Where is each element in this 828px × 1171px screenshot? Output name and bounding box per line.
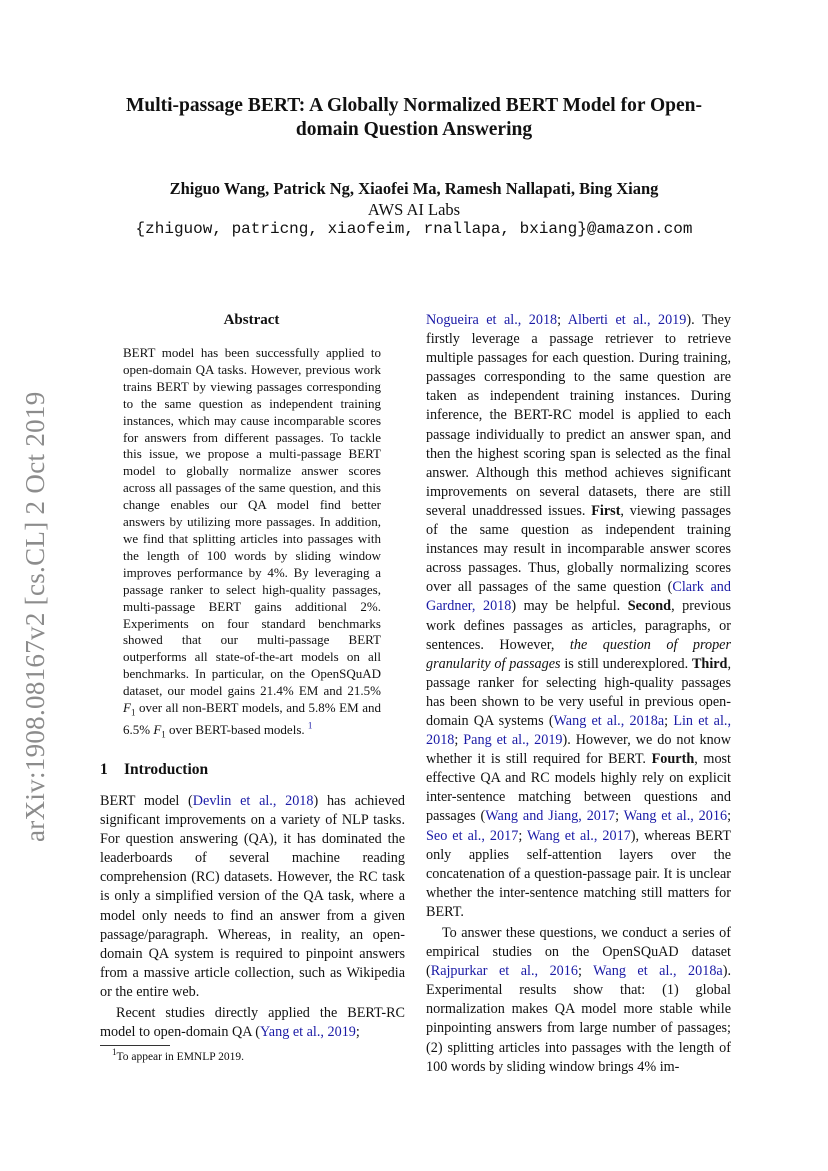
emphasis-italic: the question of proper granularity of passages bbox=[426, 636, 731, 672]
text-run: To answer these questions, we conduct a series of empirical studies on the OpenSQuAD dataset ( bbox=[426, 925, 731, 980]
author-list: Zhiguo Wang, Patrick Ng, Xiaofei Ma, Ramesh Nallapati, Bing Xiang bbox=[169, 179, 659, 198]
text-run: is still underexplored. bbox=[560, 655, 692, 672]
intro-left-column bbox=[100, 792, 405, 1042]
f1-symbol: F bbox=[123, 700, 131, 716]
text-run: ), whereas BERT only applies self-attention layers over the concatenation of a question-passage pair. It is unclear whether the inter-sentence matching still matters for BERT. bbox=[426, 827, 732, 920]
text-run: ). Experimental results show that: (1) global normalization makes QA model more stable while pinpointing answers from large number of passages; (2) splitting articles into passages with the length of 100 words by sliding window brings 4% im- bbox=[426, 963, 731, 1075]
citation-link[interactable]: Pang et al., 2019 bbox=[463, 732, 563, 749]
citation-link[interactable]: Yang et al., 2019 bbox=[259, 1024, 356, 1041]
footnote-text: To appear in EMNLP 2019. bbox=[116, 1051, 244, 1063]
citation-link[interactable]: Devlin et al., 2018 bbox=[192, 793, 314, 809]
citation-link[interactable]: Wang et al., 2018a bbox=[553, 712, 665, 729]
author-emails: {zhiguow, patricng, xiaofeim, rnallapa, bxiang}@amazon.com bbox=[135, 220, 693, 238]
paragraph bbox=[426, 311, 731, 922]
footnote bbox=[112, 1047, 244, 1064]
affiliation: AWS AI Labs bbox=[367, 200, 461, 219]
paragraph bbox=[100, 1004, 405, 1042]
text-run: ; bbox=[454, 732, 464, 749]
emphasis-bold: Third bbox=[691, 655, 728, 672]
citation-link[interactable]: Alberti et al., 2019 bbox=[567, 312, 687, 328]
emphasis-bold: Second bbox=[627, 598, 672, 615]
section-title: Introduction bbox=[124, 761, 209, 778]
emphasis-bold: Fourth bbox=[651, 751, 695, 768]
text-run: Recent studies directly applied the BERT-RC model to open-domain QA ( bbox=[100, 1005, 405, 1041]
text-run: ) may be helpful. bbox=[511, 598, 628, 615]
citation-link[interactable]: Rajpurkar et al., 2016 bbox=[430, 963, 578, 980]
section-number: 1 bbox=[100, 761, 108, 778]
abstract-text: BERT model has been successfully applied to open-domain QA tasks. However, previous work trains BERT by viewing passages corresponding to the same question as independent training instances, which may cause incomparable scores for answers from different passages. To tackle this issue, we propose a multi-passage BERT model to globally normalize answer scores across all passages of the same question, and this change enables our QA model find better answers by utilizing more passages. In addition, we find that splitting articles into passages with the length of 100 words by sliding window improves performance by 4%. By leveraging a passage ranker to select high-quality passages, multi-passage BERT gains additional 2%. Experiments on four standard benchmarks showed that our multi-passage BERT outperforms all state-of-the-art models on all benchmarks. In particular, on the OpenSQuAD dataset, our model gains 21.4% EM and 21.5% bbox=[123, 345, 381, 699]
section-heading bbox=[100, 760, 208, 780]
text-run: , passage ranker for selecting high-quality passages has been shown to be very useful in previous open-domain QA systems ( bbox=[426, 655, 731, 729]
text-run: , viewing passages of the same question as independent training instances may result in incomparable answer scores across passages. Thus, globally normalizing scores over all passages of the same question ( bbox=[426, 502, 731, 596]
citation-link[interactable]: Wang et al., 2017 bbox=[527, 827, 631, 844]
paper-title: Multi-passage BERT: A Globally Normalized BERT Model for Open-domain Question Answering bbox=[125, 95, 703, 140]
citation-link[interactable]: Wang et al., 2016 bbox=[623, 808, 728, 825]
emphasis-bold: First bbox=[591, 502, 621, 519]
citation-link[interactable]: Lin et al., 2018 bbox=[426, 712, 731, 749]
text-run: ; bbox=[727, 808, 732, 825]
f1-symbol: F bbox=[153, 721, 162, 737]
paragraph bbox=[100, 792, 405, 1002]
text-run: , most effective QA and RC models highly rely on explicit inter-sentence matching between questions and passages ( bbox=[426, 751, 731, 825]
abstract-text: over all non-BERT models, and 5.8% EM and 6.5% bbox=[123, 700, 381, 737]
text-run: ; bbox=[557, 312, 568, 328]
text-run: ; bbox=[355, 1024, 360, 1041]
text-run: ; bbox=[577, 963, 594, 980]
footnote-link[interactable]: 1 bbox=[307, 720, 313, 731]
abstract-heading: Abstract bbox=[223, 312, 280, 328]
text-run: ) has achieved significant improvements on a variety of NLP tasks. For question answering (QA), it has dominated the leaderboards of several machine reading comprehension (RC) datasets. However, the RC task is only a simplified version of the QA task, where a model only needs to find an answer from a given passage/paragraph. Whereas, in reality, an open-domain QA system is required to pinpoint answers from a massive article collection, such as Wikipedia or the entire web. bbox=[100, 793, 405, 1000]
text-run: , previous work defines passages as articles, paragraphs, or sentences. However, bbox=[426, 598, 731, 653]
f1-subscript: 1 bbox=[161, 729, 166, 740]
citation-link[interactable]: Wang and Jiang, 2017 bbox=[485, 808, 616, 825]
abstract-text: over BERT-based models. bbox=[165, 721, 308, 737]
text-run: BERT model ( bbox=[100, 793, 193, 809]
text-run: ). They firstly leverage a passage retriever to retrieve multiple passages for each question. During training, passages corresponding to the same question are taken as independent training instances. During inference, the BERT-RC model is applied to each passage individually to predict an answer span, and then the highest scoring span is selected as the final answer. Although this method achieves significant improvements on several datasets, there are still several unaddressed issues. bbox=[426, 312, 731, 519]
text-run: ; bbox=[615, 808, 624, 825]
citation-link[interactable]: Seo et al., 2017 bbox=[426, 827, 519, 844]
text-run: ; bbox=[664, 712, 674, 729]
footnote-divider bbox=[100, 1045, 170, 1046]
citation-link[interactable]: Wang et al., 2018a bbox=[593, 963, 723, 980]
abstract-body bbox=[123, 345, 381, 743]
text-run: ). However, we do not know whether it is still required for BERT. bbox=[426, 732, 732, 768]
paragraph bbox=[426, 924, 731, 1077]
f1-subscript: 1 bbox=[130, 707, 136, 718]
citation-link[interactable]: Clark and Gardner, 2018 bbox=[426, 579, 731, 615]
text-run: ; bbox=[518, 827, 528, 844]
intro-right-column bbox=[426, 311, 731, 1077]
citation-link[interactable]: Nogueira et al., 2018 bbox=[426, 312, 558, 328]
footnote-mark: 1 bbox=[112, 1047, 117, 1058]
arxiv-identifier: arXiv:1908.08167v2 [cs.CL] 2 Oct 2019 bbox=[20, 391, 50, 842]
